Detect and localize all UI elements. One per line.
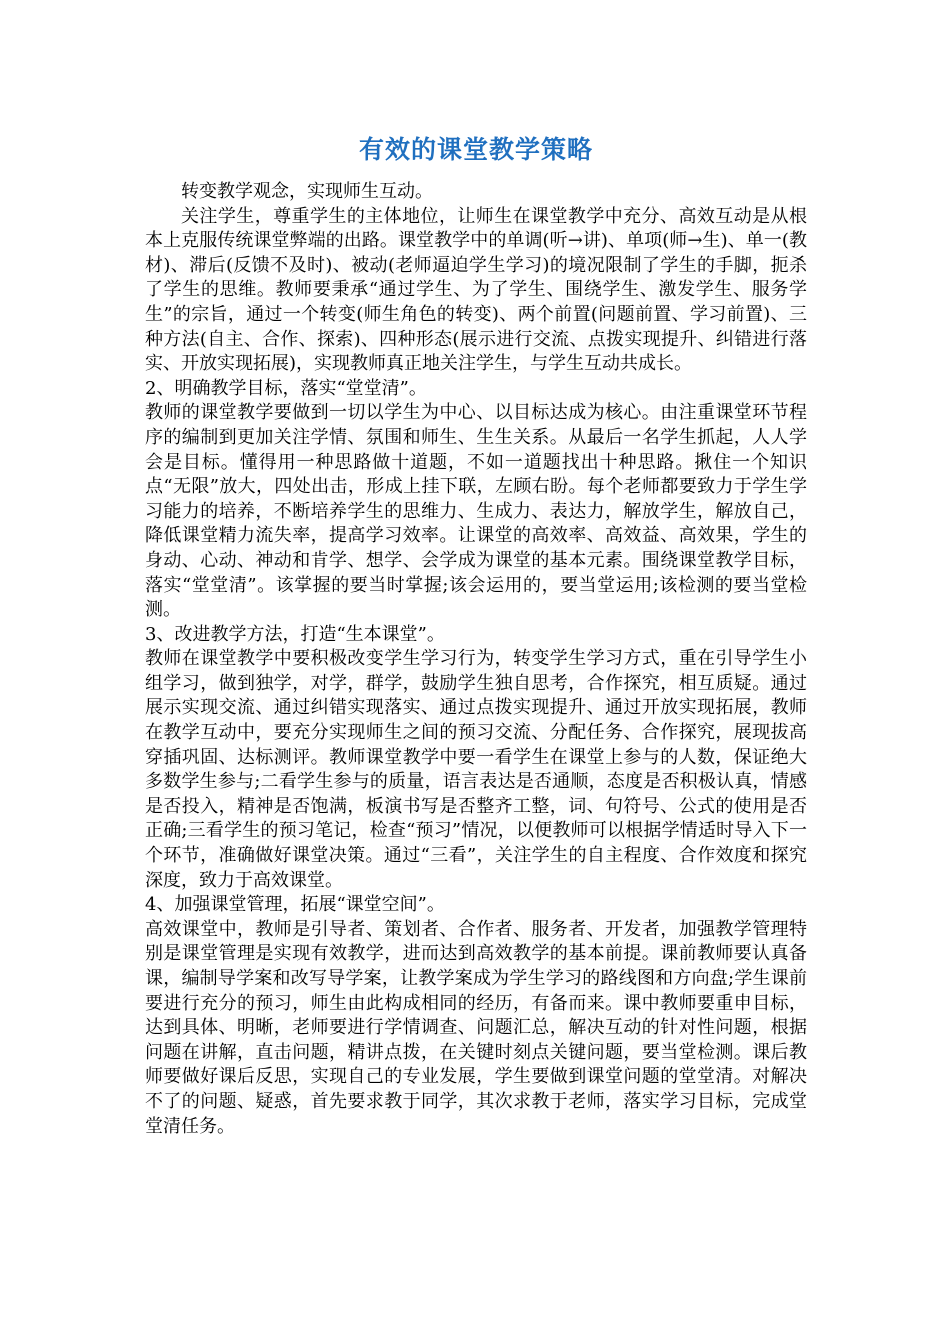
intro-paragraph: 关注学生，尊重学生的主体地位，让师生在课堂教学中充分、高效互动是从根本上克服传统课堂弊端的出路。课堂教学中的单调(听→讲)、单项(师→生)、单一(教材)、滞后(反馈不及时)、被动(老师逼迫学生学习)的境况限制了学生的手脚，扼杀了学生的思维。教师要秉承“通过学生、为了学生、围绕学生、激发学生、服务学生”的宗旨，通过一个转变(师生角色的转变)、两个前置(问题前置、学习前置)、三种方法(自主、合作、探索)、四种形态(展示进行交流、点拨实现提升、纠错进行落实、开放实现拓展)，实现教师真正地关注学生，与学生互动共成长。 [145, 205, 807, 375]
intro-line: 转变教学观念，实现师生互动。 [181, 181, 433, 202]
section-4-heading: 4、加强课堂管理，拓展“课堂空间”。 [145, 894, 445, 916]
section-2-body: 教师的课堂教学要做到一切以学生为中心、以目标达成为核心。由注重课堂环节程序的编制到更加关注学情、氛围和师生、生生关系。从最后一名学生抓起，人人学会是目标。懂得用一种思路做十道题，不如一道题找出十种思路。揪住一个知识点“无限”放大，四处出击，形成上挂下联，左顾右盼。每个老师都要致力于学生学习能力的培养，不断培养学生的思维力、生成力、表达力，解放学生，解放自己，降低课堂精力流失率，提高学习效率。让课堂的高效率、高效益、高效果，学生的身动、心动、神动和肯学、想学、会学成为课堂的基本元素。围绕课堂教学目标，落实“堂堂清”。该掌握的要当时掌握;该会运用的，要当堂运用;该检测的要当堂检测。 [145, 402, 807, 621]
section-2-heading: 2、明确教学目标，落实“堂堂清”。 [145, 377, 427, 399]
document-page [145, 128, 807, 1139]
document-title: 有效的课堂教学策略 [358, 135, 593, 164]
section-4-body: 高效课堂中，教师是引导者、策划者、合作者、服务者、开发者，加强教学管理特别是课堂管理是实现有效教学，进而达到高效教学的基本前提。课前教师要认真备课，编制导学案和改写导学案，让教学案成为学生学习的路线图和方向盘;学生课前要进行充分的预习，师生由此构成相同的经历，有备而来。课中教师要重申目标，达到具体、明晰，老师要进行学情调查、问题汇总，解决互动的针对性问题，根据问题在讲解，直击问题，精讲点拨，在关键时刻点关键问题，要当堂检测。课后教师要做好课后反思，实现自己的专业发展，学生要做到课堂问题的堂堂清。对解决不了的问题、疑惑，首先要求教于同学，其次求教于老师，落实学习目标，完成堂堂清任务。 [145, 918, 807, 1137]
section-3-body: 教师在课堂教学中要积极改变学生学习行为，转变学生学习方式，重在引导学生小组学习，做到独学，对学，群学，鼓励学生独自思考，合作探究，相互质疑。通过展示实现交流、通过纠错实现落实、通过点拨实现提升、通过开放实现拓展，教师在教学互动中，要充分实现师生之间的预习交流、分配任务、合作探究，展现拔高穿插巩固、达标测评。教师课堂教学中要一看学生在课堂上参与的人数，保证绝大多数学生参与;二看学生参与的质量，语言表达是否通顺，态度是否积极认真，情感是否投入，精神是否饱满，板演书写是否整齐工整，词、句符号、公式的使用是否正确;三看学生的预习笔记，检查“预习”情况，以便教师可以根据学情适时导入下一个环节，准确做好课堂决策。通过“三看”，关注学生的自主程度、合作效度和探究深度，致力于高效课堂。 [145, 648, 807, 891]
section-3-heading: 3、改进教学方法，打造“生本课堂”。 [145, 623, 445, 645]
